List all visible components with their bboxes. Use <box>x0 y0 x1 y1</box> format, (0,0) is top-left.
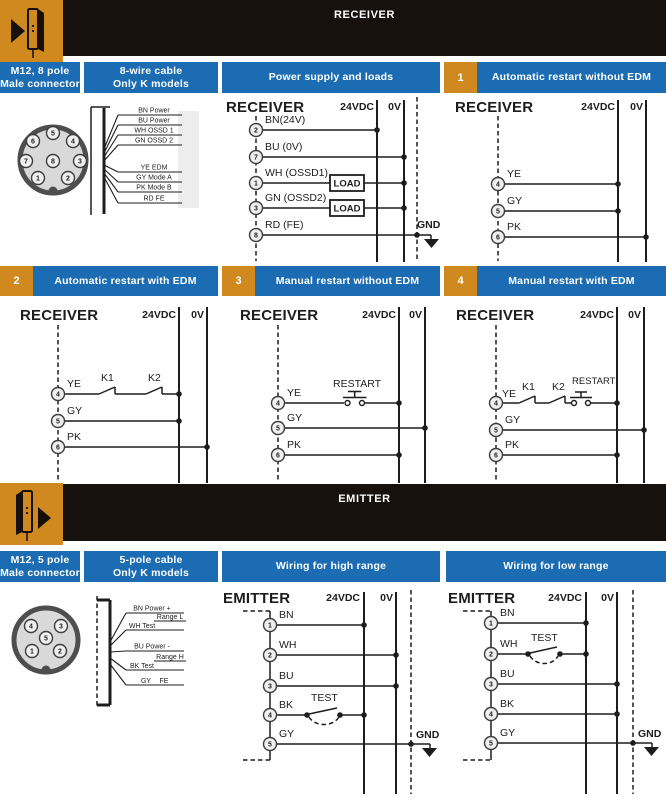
wire-rows <box>52 372 210 454</box>
svg-text:2: 2 <box>268 652 272 660</box>
rail-label-24vdc: 24VDC <box>340 101 374 113</box>
load-box-label: LOAD <box>333 203 361 215</box>
svg-text:BU (0V): BU (0V) <box>265 141 303 153</box>
receiver-cable-breakout <box>88 95 218 262</box>
svg-text:PK: PK <box>287 439 302 451</box>
wire-label: WH Test <box>128 623 156 630</box>
header-line: Wiring for low range <box>503 560 609 572</box>
svg-text:2: 2 <box>489 651 493 659</box>
contact-label-k2: K2 <box>552 381 565 393</box>
diagram-title: EMITTER <box>448 590 516 607</box>
svg-text:0V: 0V <box>601 592 614 604</box>
header-line: M12, 8 pole <box>10 64 70 77</box>
header-line: Automatic restart without EDM <box>491 71 652 83</box>
header-m12-5pole <box>0 551 80 582</box>
header-m12-8pole <box>0 62 80 93</box>
svg-text:BN(24V): BN(24V) <box>265 114 306 126</box>
header-auto-restart-without-edm <box>477 62 666 93</box>
svg-text:GN (OSSD2): GN (OSSD2) <box>265 192 327 204</box>
svg-text:PK: PK <box>507 221 522 233</box>
test-label: TEST <box>311 692 338 704</box>
svg-text:24VDC: 24VDC <box>581 101 615 113</box>
wire-label: GY Mode A <box>136 174 172 182</box>
svg-text:0V: 0V <box>628 309 641 321</box>
header-8wire-cable <box>84 62 218 93</box>
badge-3 <box>222 266 255 296</box>
svg-text:4: 4 <box>489 711 493 719</box>
svg-text:6: 6 <box>494 452 498 460</box>
svg-text:6: 6 <box>56 444 60 452</box>
wire-rows <box>250 114 441 248</box>
svg-text:BN: BN <box>500 607 515 619</box>
svg-text:24VDC: 24VDC <box>142 309 176 321</box>
badge-2 <box>0 266 33 296</box>
svg-text:8: 8 <box>254 232 258 240</box>
wire-label: Range L <box>156 614 184 621</box>
header-line: Only K models <box>112 566 190 579</box>
svg-text:4: 4 <box>71 138 75 146</box>
svg-text:YE: YE <box>287 387 302 399</box>
svg-text:0V: 0V <box>409 309 422 321</box>
header-line: Only K models <box>112 77 190 90</box>
header-line: Manual restart with EDM <box>508 274 635 287</box>
restart-label: RESTART <box>572 376 616 387</box>
emitter-section-title: EMITTER <box>338 493 391 505</box>
receiver-power-wiring-diagram <box>218 95 443 262</box>
svg-text:24VDC: 24VDC <box>362 309 396 321</box>
header-auto-restart-with-edm <box>33 266 218 296</box>
wire-label: GY <box>140 678 152 685</box>
svg-text:2: 2 <box>254 127 258 135</box>
wire-rows <box>492 168 649 244</box>
svg-text:1: 1 <box>254 180 258 188</box>
svg-text:24VDC: 24VDC <box>326 592 360 604</box>
svg-text:5: 5 <box>489 740 493 748</box>
svg-text:6: 6 <box>31 138 35 146</box>
header-line: 5-pole cable <box>119 553 183 566</box>
header-power-supply <box>222 62 440 93</box>
header-line: Manual restart without EDM <box>275 274 420 287</box>
svg-text:BU: BU <box>279 670 294 682</box>
svg-text:5: 5 <box>276 425 280 433</box>
contact-label-k1: K1 <box>522 381 535 393</box>
receiver-section-bar <box>63 0 666 56</box>
svg-text:WH (OSSD1): WH (OSSD1) <box>265 167 328 179</box>
svg-text:4: 4 <box>29 623 33 631</box>
svg-text:1: 1 <box>489 620 493 628</box>
svg-text:BN: BN <box>279 609 294 621</box>
rail-label-0v: 0V <box>388 101 401 113</box>
svg-text:4: 4 <box>268 712 272 720</box>
header-line: Male connector <box>0 77 80 90</box>
svg-text:1: 1 <box>30 648 34 656</box>
badge-4 <box>444 266 477 296</box>
diagram-title: RECEIVER <box>456 307 535 324</box>
earth-ground-symbol <box>644 747 659 756</box>
svg-text:7: 7 <box>254 154 258 162</box>
svg-text:5: 5 <box>44 635 48 643</box>
svg-text:BU: BU <box>500 668 515 680</box>
badge-number: 4 <box>457 275 464 287</box>
svg-text:YE: YE <box>502 388 517 400</box>
load-box-label: LOAD <box>333 178 361 190</box>
svg-text:YE: YE <box>67 378 82 390</box>
svg-text:4: 4 <box>496 181 500 189</box>
receiver-section-title: RECEIVER <box>333 9 396 21</box>
svg-text:4: 4 <box>494 400 498 408</box>
svg-text:GY: GY <box>500 727 516 739</box>
wire-label: FE <box>159 678 169 685</box>
emitter-low-range-diagram <box>443 588 666 800</box>
svg-text:3: 3 <box>254 205 258 213</box>
diagram-title: RECEIVER <box>20 307 99 324</box>
wire-label: GN OSSD 2 <box>134 137 174 145</box>
earth-ground-symbol <box>424 239 439 248</box>
wire-rows <box>490 376 647 462</box>
svg-text:8: 8 <box>51 158 55 166</box>
receiver-photocell-icon-box <box>0 0 63 62</box>
svg-text:WH: WH <box>279 639 297 651</box>
svg-text:6: 6 <box>276 452 280 460</box>
svg-text:GY: GY <box>287 412 303 424</box>
diagram-title: EMITTER <box>223 590 291 607</box>
svg-text:3: 3 <box>78 158 82 166</box>
wire-rows <box>272 378 428 462</box>
header-wiring-low-range <box>446 551 666 582</box>
svg-text:3: 3 <box>489 681 493 689</box>
svg-text:GY: GY <box>279 728 295 740</box>
header-5pole-cable <box>84 551 218 582</box>
svg-text:24VDC: 24VDC <box>548 592 582 604</box>
svg-text:5: 5 <box>268 741 272 749</box>
gnd-label: GND <box>638 728 662 740</box>
svg-text:0V: 0V <box>630 101 643 113</box>
emitter-cable-breakout <box>88 588 218 800</box>
svg-text:24VDC: 24VDC <box>580 309 614 321</box>
svg-text:6: 6 <box>496 234 500 242</box>
header-line: 8-wire cable <box>119 64 183 77</box>
wire-label: BK Test <box>130 663 154 670</box>
wire-label: YE EDM <box>140 164 168 172</box>
svg-text:4: 4 <box>56 391 60 399</box>
svg-text:0V: 0V <box>380 592 393 604</box>
svg-text:WH: WH <box>500 638 518 650</box>
header-line: Male connector <box>0 566 80 579</box>
emitter-high-range-diagram <box>218 588 443 800</box>
svg-text:GY: GY <box>505 414 521 426</box>
header-line: Wiring for high range <box>275 560 387 572</box>
diagram-title: RECEIVER <box>226 99 305 116</box>
receiver-diagram-1 <box>443 95 666 262</box>
svg-text:3: 3 <box>268 683 272 691</box>
svg-text:5: 5 <box>496 208 500 216</box>
contact-label-k2: K2 <box>148 372 161 384</box>
badge-number: 1 <box>457 71 464 84</box>
svg-text:4: 4 <box>276 400 280 408</box>
svg-text:2: 2 <box>58 648 62 656</box>
emitter-photocell-icon-box <box>0 483 63 545</box>
svg-text:5: 5 <box>51 130 55 138</box>
wire-rows <box>264 609 440 757</box>
wire-label: BU Power <box>138 117 170 125</box>
svg-text:GY: GY <box>67 405 83 417</box>
wire-label: BN Power <box>138 107 170 115</box>
svg-text:2: 2 <box>66 175 70 183</box>
emitter-connector-drawing <box>0 588 95 800</box>
receiver-diagram-2 <box>0 300 222 483</box>
wire-label: RD FE <box>143 195 165 203</box>
svg-text:1: 1 <box>268 622 272 630</box>
svg-text:BK: BK <box>279 699 294 711</box>
receiver-icon <box>0 0 63 62</box>
header-wiring-high-range <box>222 551 440 582</box>
gnd-label: GND <box>417 219 441 231</box>
wire-label: Range H <box>156 654 184 661</box>
svg-text:5: 5 <box>494 427 498 435</box>
receiver-diagram-3 <box>222 300 444 483</box>
badge-1 <box>444 62 477 93</box>
svg-text:PK: PK <box>505 439 520 451</box>
header-manual-restart-with-edm <box>477 266 666 296</box>
emitter-icon <box>0 483 63 545</box>
header-line: Automatic restart with EDM <box>54 274 197 287</box>
header-line: Power supply and loads <box>268 71 394 83</box>
diagram-title: RECEIVER <box>455 99 534 116</box>
restart-label: RESTART <box>333 378 382 390</box>
contact-label-k1: K1 <box>101 372 114 384</box>
wire-label: BU Power - <box>134 643 170 651</box>
emitter-section-bar <box>63 484 666 541</box>
svg-text:1: 1 <box>36 175 40 183</box>
svg-text:PK: PK <box>67 431 82 443</box>
wire-label: WH OSSD 1 <box>134 127 174 135</box>
wire-label: BN Power + <box>133 605 171 613</box>
badge-number: 2 <box>13 275 20 287</box>
header-line: M12, 5 pole <box>10 553 70 566</box>
diagram-title: RECEIVER <box>240 307 319 324</box>
wire-label: PK Mode B <box>136 184 172 192</box>
earth-ground-symbol <box>422 748 437 757</box>
svg-text:BK: BK <box>500 698 515 710</box>
gnd-label: GND <box>416 729 440 741</box>
receiver-connector-drawing <box>0 95 95 262</box>
svg-text:0V: 0V <box>191 309 204 321</box>
wire-rows <box>485 607 662 756</box>
svg-text:GY: GY <box>507 195 523 207</box>
test-label: TEST <box>531 632 558 644</box>
badge-number: 3 <box>235 275 242 287</box>
svg-text:7: 7 <box>24 158 28 166</box>
receiver-diagram-4 <box>444 300 666 483</box>
header-manual-restart-without-edm <box>255 266 440 296</box>
svg-text:3: 3 <box>59 623 63 631</box>
svg-text:YE: YE <box>507 168 522 180</box>
svg-text:RD (FE): RD (FE) <box>265 219 304 231</box>
svg-text:5: 5 <box>56 418 60 426</box>
